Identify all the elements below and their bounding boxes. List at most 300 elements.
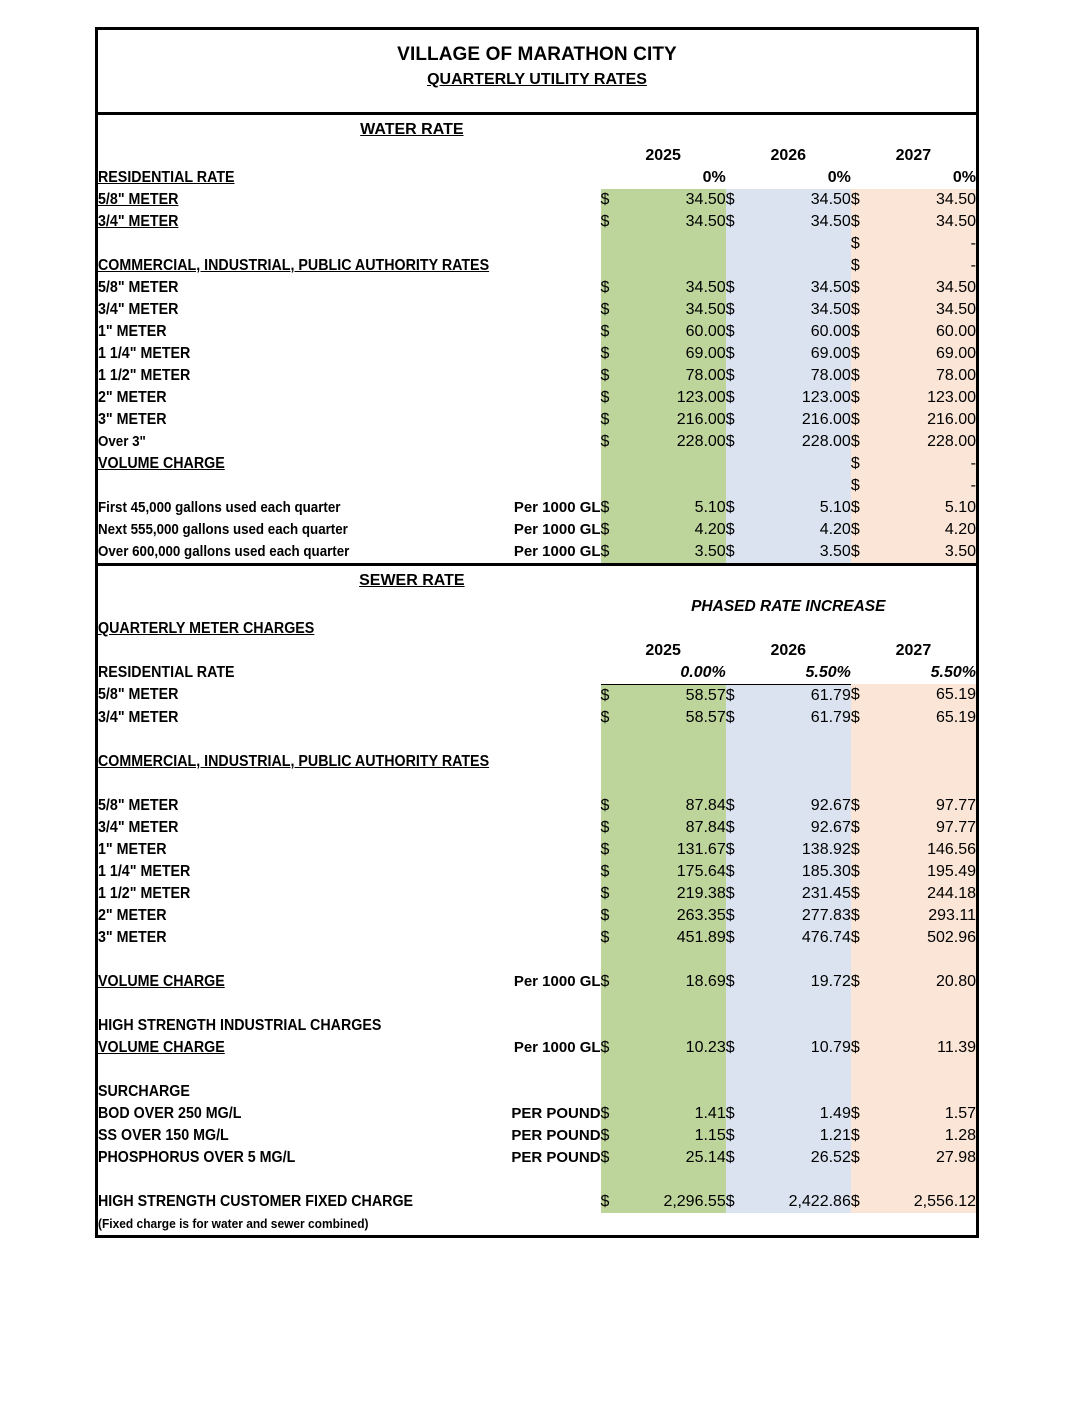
currency-symbol: $ xyxy=(726,519,752,541)
row-label: VOLUME CHARGE xyxy=(98,1038,225,1056)
row-value-2026: 216.00 xyxy=(752,409,851,431)
row-value-2027: 146.56 xyxy=(877,839,976,861)
row-value-2027: 20.80 xyxy=(877,971,976,993)
row-unit xyxy=(502,189,601,211)
currency-symbol: $ xyxy=(726,1147,752,1169)
currency-symbol: $ xyxy=(726,927,752,949)
high-strength-heading-row xyxy=(98,1015,976,1037)
row-value-2026: 78.00 xyxy=(752,365,851,387)
water-residential-heading: RESIDENTIAL RATE xyxy=(98,168,235,186)
row-value-2027: 502.96 xyxy=(877,927,976,949)
row-value-2025: 3.50 xyxy=(627,541,726,563)
currency-symbol: $ xyxy=(726,795,752,817)
currency-symbol: $ xyxy=(851,707,877,729)
row-unit: Per 1000 GL xyxy=(513,973,601,991)
row-label: 2" METER xyxy=(98,388,167,406)
table-row xyxy=(98,795,976,817)
currency-symbol: $ xyxy=(851,817,877,839)
surcharge-heading: SURCHARGE xyxy=(98,1082,190,1100)
row-value-2027: 1.57 xyxy=(877,1103,976,1125)
table-row xyxy=(98,684,976,707)
water-volume-charge-heading: VOLUME CHARGE xyxy=(98,454,225,472)
row-label: Over 3" xyxy=(98,433,146,450)
currency-symbol: $ xyxy=(601,189,627,211)
currency-symbol: $ xyxy=(851,299,877,321)
spacer-row xyxy=(98,949,976,971)
currency-symbol: $ xyxy=(851,519,877,541)
currency-symbol: $ xyxy=(851,277,877,299)
quarterly-meter-charges-heading: QUARTERLY METER CHARGES xyxy=(98,619,315,637)
table-row xyxy=(98,321,976,343)
currency-symbol: $ xyxy=(726,817,752,839)
row-value-2025: 175.64 xyxy=(627,861,726,883)
row-value-2026: 138.92 xyxy=(752,839,851,861)
table-row xyxy=(98,299,976,321)
currency-symbol: $ xyxy=(601,431,627,453)
row-value-2027: 65.19 xyxy=(877,707,976,729)
row-value-2026: 69.00 xyxy=(752,343,851,365)
currency-symbol: $ xyxy=(851,1103,877,1125)
row-value-2026: 34.50 xyxy=(752,299,851,321)
currency-symbol: $ xyxy=(726,861,752,883)
row-unit xyxy=(502,707,601,729)
row-value-2026: 123.00 xyxy=(752,387,851,409)
currency-symbol: $ xyxy=(726,541,752,563)
sewer-year-header-row xyxy=(98,640,976,662)
row-unit: Per 1000 GL xyxy=(513,499,601,517)
currency-symbol: $ xyxy=(726,707,752,729)
currency-symbol: $ xyxy=(726,387,752,409)
row-label: 3" METER xyxy=(98,928,167,946)
currency-symbol: $ xyxy=(601,795,627,817)
currency-symbol: $ xyxy=(851,1191,877,1213)
row-unit xyxy=(502,277,601,299)
row-value-2027: 228.00 xyxy=(877,431,976,453)
currency-symbol: $ xyxy=(726,883,752,905)
table-row xyxy=(98,409,976,431)
currency-symbol: $ xyxy=(601,1103,627,1125)
currency-symbol: $ xyxy=(851,321,877,343)
row-value-2027: - xyxy=(877,233,976,255)
row-value-2027: 60.00 xyxy=(877,321,976,343)
row-value-2026: 2,422.86 xyxy=(752,1191,851,1213)
row-value-2027: 216.00 xyxy=(877,409,976,431)
water-commercial-heading-row xyxy=(98,255,976,277)
currency-symbol: $ xyxy=(601,905,627,927)
water-year-header-row xyxy=(98,145,976,167)
currency-symbol: $ xyxy=(601,321,627,343)
water-year-2025: 2025 xyxy=(645,146,681,164)
currency-symbol: $ xyxy=(601,387,627,409)
row-value-2025: 34.50 xyxy=(627,189,726,211)
table-row xyxy=(98,277,976,299)
sewer-year-2025: 2025 xyxy=(645,641,681,659)
table-row xyxy=(98,861,976,883)
currency-symbol: $ xyxy=(601,1191,627,1213)
table-row xyxy=(98,365,976,387)
row-unit xyxy=(502,365,601,387)
currency-symbol: $ xyxy=(726,343,752,365)
row-label: Next 555,000 gallons used each quarter xyxy=(98,521,348,538)
row-value-2027: 34.50 xyxy=(877,299,976,321)
row-unit xyxy=(502,883,601,905)
fixed-charge-note-row xyxy=(98,1213,976,1235)
currency-symbol: $ xyxy=(851,795,877,817)
currency-symbol: $ xyxy=(851,905,877,927)
sewer-rate-section xyxy=(95,566,979,1238)
row-unit xyxy=(502,839,601,861)
row-label: VOLUME CHARGE xyxy=(98,972,225,990)
row-value-2026: 231.45 xyxy=(752,883,851,905)
currency-symbol: $ xyxy=(851,255,877,277)
row-value-2026: 5.10 xyxy=(752,497,851,519)
table-row xyxy=(98,927,976,949)
row-value-2026: 92.67 xyxy=(752,817,851,839)
row-label: 3/4" METER xyxy=(98,300,179,318)
currency-symbol: $ xyxy=(851,387,877,409)
row-unit: Per 1000 GL xyxy=(513,543,601,561)
phased-rate-increase-row xyxy=(98,596,976,618)
currency-symbol: $ xyxy=(851,541,877,563)
currency-symbol: $ xyxy=(726,1191,752,1213)
currency-symbol: $ xyxy=(601,971,627,993)
row-value-2027: 69.00 xyxy=(877,343,976,365)
row-label: HIGH STRENGTH CUSTOMER FIXED CHARGE xyxy=(98,1192,414,1210)
row-value-2025: 1.41 xyxy=(627,1103,726,1125)
row-label: First 45,000 gallons used each quarter xyxy=(98,499,341,516)
sewer-year-2027: 2027 xyxy=(895,641,932,659)
surcharge-heading-row xyxy=(98,1081,976,1103)
row-value-2027: - xyxy=(877,475,976,497)
row-unit: PER POUND xyxy=(511,1149,601,1167)
currency-symbol: $ xyxy=(851,1037,877,1059)
row-value-2026: 185.30 xyxy=(752,861,851,883)
currency-symbol: $ xyxy=(726,189,752,211)
row-label: 5/8" METER xyxy=(98,686,179,704)
row-value-2026: 60.00 xyxy=(752,321,851,343)
currency-symbol: $ xyxy=(726,839,752,861)
row-unit xyxy=(502,321,601,343)
row-value-2026: 1.49 xyxy=(752,1103,851,1125)
row-label: 1" METER xyxy=(98,840,167,858)
table-row xyxy=(98,883,976,905)
currency-symbol: $ xyxy=(726,365,752,387)
row-unit xyxy=(502,817,601,839)
table-row xyxy=(98,211,976,233)
row-unit xyxy=(502,211,601,233)
currency-symbol: $ xyxy=(601,497,627,519)
row-unit xyxy=(502,795,601,817)
row-label: 1" METER xyxy=(98,322,167,340)
table-row xyxy=(98,1103,976,1125)
currency-symbol: $ xyxy=(726,684,752,707)
water-year-2027: 2027 xyxy=(895,146,932,164)
page-subtitle: QUARTERLY UTILITY RATES xyxy=(427,70,647,88)
water-rate-section xyxy=(95,115,979,566)
row-value-2027: 4.20 xyxy=(877,519,976,541)
sewer-rate-table xyxy=(98,566,976,1235)
row-value-2027: 1.28 xyxy=(877,1125,976,1147)
row-value-2025: 69.00 xyxy=(627,343,726,365)
sewer-residential-heading: RESIDENTIAL RATE xyxy=(98,663,235,681)
row-value-2025: 87.84 xyxy=(627,817,726,839)
table-row xyxy=(98,431,976,453)
row-value-2027: 65.19 xyxy=(877,684,976,707)
currency-symbol: $ xyxy=(601,299,627,321)
currency-symbol: $ xyxy=(851,189,877,211)
row-unit xyxy=(502,343,601,365)
row-label: BOD OVER 250 MG/L xyxy=(98,1104,242,1122)
table-row xyxy=(98,817,976,839)
row-value-2027: 3.50 xyxy=(877,541,976,563)
row-value-2026: 4.20 xyxy=(752,519,851,541)
row-unit xyxy=(502,861,601,883)
currency-symbol: $ xyxy=(601,343,627,365)
currency-symbol: $ xyxy=(601,519,627,541)
row-value-2026: 1.21 xyxy=(752,1125,851,1147)
water-rate-table xyxy=(98,115,976,563)
row-label: 3" METER xyxy=(98,410,167,428)
currency-symbol: $ xyxy=(726,299,752,321)
row-value-2025: 451.89 xyxy=(627,927,726,949)
row-value-2027: 97.77 xyxy=(877,817,976,839)
spacer-row xyxy=(98,1169,976,1191)
currency-symbol: $ xyxy=(601,541,627,563)
row-label: 5/8" METER xyxy=(98,278,179,296)
row-value-2025: 123.00 xyxy=(627,387,726,409)
row-unit: PER POUND xyxy=(511,1127,601,1145)
row-label: 1 1/2" METER xyxy=(98,366,191,384)
currency-symbol: $ xyxy=(601,839,627,861)
page-title: VILLAGE OF MARATHON CITY xyxy=(397,44,677,65)
row-value-2025: 10.23 xyxy=(627,1037,726,1059)
currency-symbol: $ xyxy=(601,684,627,707)
currency-symbol: $ xyxy=(726,431,752,453)
row-value-2026: 26.52 xyxy=(752,1147,851,1169)
currency-symbol: $ xyxy=(851,475,877,497)
utility-rates-document xyxy=(95,27,979,1238)
currency-symbol: $ xyxy=(851,861,877,883)
row-value-2025: 58.57 xyxy=(627,707,726,729)
currency-symbol: $ xyxy=(726,1037,752,1059)
currency-symbol: $ xyxy=(601,927,627,949)
row-unit xyxy=(502,927,601,949)
row-value-2027: 34.50 xyxy=(877,211,976,233)
table-row xyxy=(98,1147,976,1169)
water-pct-2025: 0% xyxy=(702,168,726,186)
high-strength-industrial-heading: HIGH STRENGTH INDUSTRIAL CHARGES xyxy=(98,1016,382,1034)
currency-symbol: $ xyxy=(601,211,627,233)
table-row xyxy=(98,189,976,211)
row-unit xyxy=(502,905,601,927)
currency-symbol: $ xyxy=(851,365,877,387)
document-title-block xyxy=(95,27,979,115)
row-value-2025: 18.69 xyxy=(627,971,726,993)
currency-symbol: $ xyxy=(851,409,877,431)
currency-symbol: $ xyxy=(726,409,752,431)
sewer-commercial-heading: COMMERCIAL, INDUSTRIAL, PUBLIC AUTHORITY RATES xyxy=(98,752,490,770)
currency-symbol: $ xyxy=(601,1147,627,1169)
row-label: 3/4" METER xyxy=(98,708,179,726)
row-unit xyxy=(502,299,601,321)
table-row xyxy=(98,343,976,365)
currency-symbol: $ xyxy=(601,861,627,883)
currency-symbol: $ xyxy=(726,321,752,343)
phased-rate-increase-label: PHASED RATE INCREASE xyxy=(691,597,886,615)
row-unit: Per 1000 GL xyxy=(513,1039,601,1057)
row-label: 3/4" METER xyxy=(98,212,179,230)
water-volume-charge-heading-row xyxy=(98,453,976,475)
row-value-2026: 61.79 xyxy=(752,684,851,707)
row-value-2025: 1.15 xyxy=(627,1125,726,1147)
row-value-2027: - xyxy=(877,255,976,277)
row-value-2025: 228.00 xyxy=(627,431,726,453)
row-value-2027: 244.18 xyxy=(877,883,976,905)
currency-symbol: $ xyxy=(851,684,877,707)
sewer-year-2026: 2026 xyxy=(770,641,807,659)
spacer-row xyxy=(98,993,976,1015)
table-row xyxy=(98,839,976,861)
sewer-volume-charge-row xyxy=(98,971,976,993)
currency-symbol: $ xyxy=(851,453,877,475)
currency-symbol: $ xyxy=(601,1037,627,1059)
currency-symbol: $ xyxy=(726,1103,752,1125)
currency-symbol: $ xyxy=(726,277,752,299)
row-value-2025: 131.67 xyxy=(627,839,726,861)
currency-symbol: $ xyxy=(726,1125,752,1147)
row-value-2025: 216.00 xyxy=(627,409,726,431)
table-row xyxy=(98,233,976,255)
currency-symbol: $ xyxy=(851,343,877,365)
table-row xyxy=(98,707,976,729)
row-value-2027: 34.50 xyxy=(877,277,976,299)
water-section-header-row xyxy=(98,115,976,145)
spacer-row xyxy=(98,729,976,751)
water-pct-2026: 0% xyxy=(827,168,851,186)
row-label: 3/4" METER xyxy=(98,818,179,836)
row-value-2026: 476.74 xyxy=(752,927,851,949)
row-unit: PER POUND xyxy=(511,1105,601,1123)
currency-symbol: $ xyxy=(851,883,877,905)
currency-symbol: $ xyxy=(726,905,752,927)
row-value-2027: 5.10 xyxy=(877,497,976,519)
row-value-2026: 228.00 xyxy=(752,431,851,453)
row-value-2025: 87.84 xyxy=(627,795,726,817)
currency-symbol: $ xyxy=(851,211,877,233)
row-value-2025: 2,296.55 xyxy=(627,1191,726,1213)
sewer-commercial-heading-row xyxy=(98,751,976,773)
row-value-2025: 263.35 xyxy=(627,905,726,927)
row-value-2026: 61.79 xyxy=(752,707,851,729)
currency-symbol: $ xyxy=(851,971,877,993)
table-row xyxy=(98,905,976,927)
row-value-2025: 78.00 xyxy=(627,365,726,387)
row-value-2027: 97.77 xyxy=(877,795,976,817)
currency-symbol: $ xyxy=(851,233,877,255)
currency-symbol: $ xyxy=(851,431,877,453)
table-row xyxy=(98,475,976,497)
row-value-2025: 34.50 xyxy=(627,277,726,299)
row-value-2025: 219.38 xyxy=(627,883,726,905)
row-unit: Per 1000 GL xyxy=(513,521,601,539)
currency-symbol: $ xyxy=(851,927,877,949)
table-row xyxy=(98,519,976,541)
row-label: 5/8" METER xyxy=(98,190,179,208)
row-value-2027: 2,556.12 xyxy=(877,1191,976,1213)
water-section-title: WATER RATE xyxy=(360,120,464,138)
currency-symbol: $ xyxy=(601,365,627,387)
row-value-2027: - xyxy=(877,453,976,475)
spacer-row xyxy=(98,773,976,795)
row-unit xyxy=(502,387,601,409)
row-value-2026: 92.67 xyxy=(752,795,851,817)
row-value-2026: 277.83 xyxy=(752,905,851,927)
row-value-2026: 19.72 xyxy=(752,971,851,993)
row-value-2025: 5.10 xyxy=(627,497,726,519)
currency-symbol: $ xyxy=(726,211,752,233)
row-unit xyxy=(502,684,601,707)
water-year-2026: 2026 xyxy=(770,146,807,164)
sewer-section-title: SEWER RATE xyxy=(359,571,465,589)
table-row xyxy=(98,541,976,563)
row-value-2025: 34.50 xyxy=(627,299,726,321)
row-value-2025: 25.14 xyxy=(627,1147,726,1169)
sewer-residential-heading-row xyxy=(98,662,976,685)
row-value-2027: 11.39 xyxy=(877,1037,976,1059)
row-value-2026: 34.50 xyxy=(752,189,851,211)
row-label: Over 600,000 gallons used each quarter xyxy=(98,543,350,560)
row-value-2027: 293.11 xyxy=(877,905,976,927)
row-label: SS OVER 150 MG/L xyxy=(98,1126,229,1144)
row-value-2025: 58.57 xyxy=(627,684,726,707)
water-pct-2027: 0% xyxy=(952,168,976,186)
fixed-charge-note: (Fixed charge is for water and sewer combined) xyxy=(98,1216,369,1232)
row-value-2027: 123.00 xyxy=(877,387,976,409)
table-row xyxy=(98,387,976,409)
high-strength-fixed-charge-row xyxy=(98,1191,976,1213)
currency-symbol: $ xyxy=(726,497,752,519)
currency-symbol: $ xyxy=(851,497,877,519)
row-value-2027: 27.98 xyxy=(877,1147,976,1169)
row-value-2025: 60.00 xyxy=(627,321,726,343)
water-residential-heading-row xyxy=(98,167,976,189)
currency-symbol: $ xyxy=(601,277,627,299)
table-row xyxy=(98,497,976,519)
currency-symbol: $ xyxy=(851,839,877,861)
row-label: PHOSPHORUS OVER 5 MG/L xyxy=(98,1148,296,1166)
row-label: 1 1/2" METER xyxy=(98,884,191,902)
row-value-2027: 34.50 xyxy=(877,189,976,211)
sewer-pct-2025: 0.00% xyxy=(601,662,726,685)
sewer-section-header-row xyxy=(98,566,976,596)
row-unit xyxy=(502,431,601,453)
currency-symbol: $ xyxy=(601,883,627,905)
row-value-2026: 10.79 xyxy=(752,1037,851,1059)
spacer-row xyxy=(98,1059,976,1081)
row-value-2027: 78.00 xyxy=(877,365,976,387)
row-unit xyxy=(502,1191,601,1213)
currency-symbol: $ xyxy=(601,707,627,729)
table-row xyxy=(98,1125,976,1147)
row-label: 1 1/4" METER xyxy=(98,862,191,880)
quarterly-meter-charges-heading-row xyxy=(98,618,976,640)
row-unit xyxy=(502,409,601,431)
water-commercial-heading: COMMERCIAL, INDUSTRIAL, PUBLIC AUTHORITY RATES xyxy=(98,256,490,274)
currency-symbol: $ xyxy=(601,409,627,431)
currency-symbol: $ xyxy=(851,1125,877,1147)
row-value-2027: 195.49 xyxy=(877,861,976,883)
sewer-pct-2026: 5.50% xyxy=(726,662,851,685)
